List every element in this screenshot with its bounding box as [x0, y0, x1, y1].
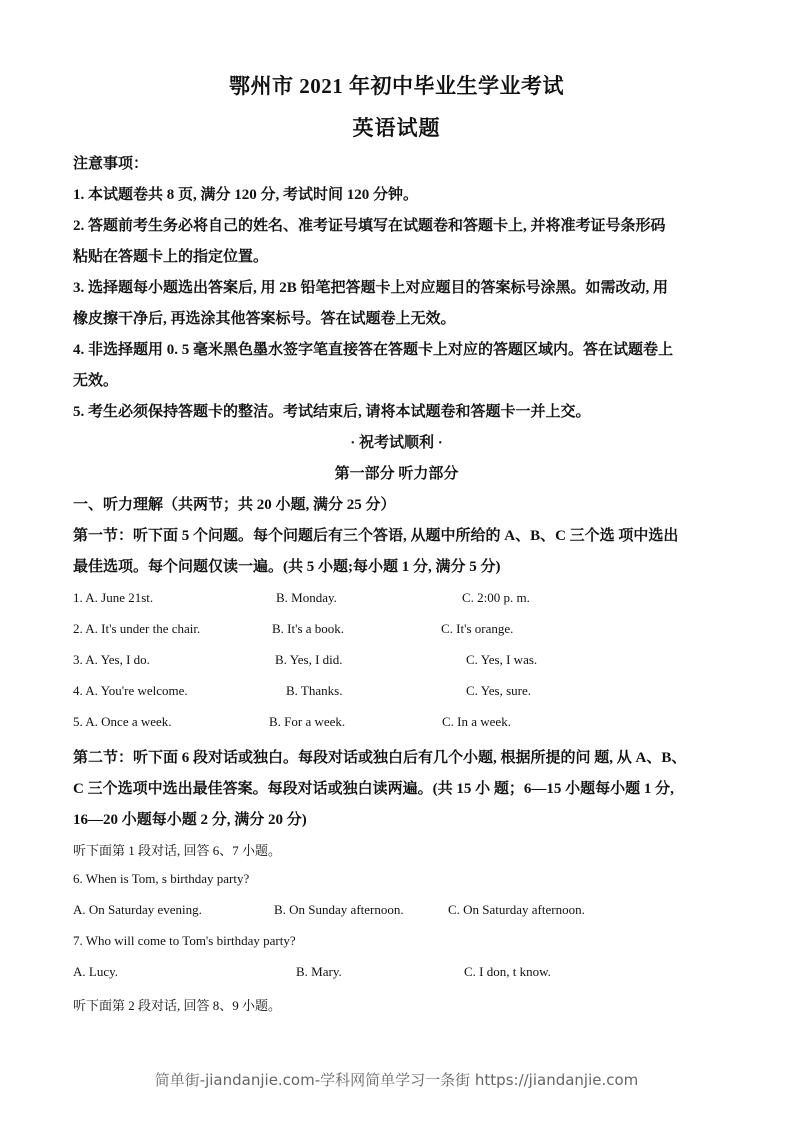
- sub2-instructions-line3: 16—20 小题每小题 2 分, 满分 20 分): [73, 812, 307, 828]
- notice-line-2-cont: 粘贴在答题卡上的指定位置。: [73, 249, 269, 265]
- dialog1-intro: 听下面第 1 段对话, 回答 6、7 小题。: [73, 843, 282, 858]
- q2-option-a: 2. A. It's under the chair.: [73, 621, 201, 636]
- exam-subtitle: 英语试题: [352, 116, 441, 140]
- q7-option-c: C. I don, t know.: [464, 964, 551, 979]
- q7-option-a: A. Lucy.: [73, 964, 119, 979]
- q3-option-b: B. Yes, I did.: [275, 652, 343, 667]
- notice-line-3: 3. 选择题每小题选出答案后, 用 2B 铅笔把答题卡上对应题目的答案标号涂黑。如需改动, 用: [73, 280, 669, 296]
- notice-line-1: 1. 本试题卷共 8 页, 满分 120 分, 考试时间 120 分钟。: [73, 187, 419, 203]
- q7-option-b: B. Mary.: [296, 964, 342, 979]
- q1-option-a: 1. A. June 21st.: [73, 590, 154, 605]
- q6-option-a: A. On Saturday evening.: [73, 902, 202, 917]
- good-luck-wish: · 祝考试顺利 ·: [350, 435, 443, 451]
- q2-option-b: B. It's a book.: [272, 621, 345, 636]
- q6-option-b: B. On Sunday afternoon.: [274, 902, 404, 917]
- dialog2-intro: 听下面第 2 段对话, 回答 8、9 小题。: [73, 998, 282, 1013]
- q6-option-c: C. On Saturday afternoon.: [448, 902, 585, 917]
- q6-question: 6. When is Tom, s birthday party?: [73, 871, 250, 886]
- notice-heading: 注意事项：: [73, 156, 149, 172]
- q3-option-a: 3. A. Yes, I do.: [73, 652, 150, 667]
- q3-option-c: C. Yes, I was.: [466, 652, 538, 667]
- q4-option-b: B. Thanks.: [286, 683, 343, 698]
- q4-option-a: 4. A. You're welcome.: [73, 683, 188, 698]
- q1-option-b: B. Monday.: [276, 590, 337, 605]
- notice-line-4: 4. 非选择题用 0. 5 毫米黑色墨水签字笔直接答在答题卡上对应的答题区域内。答在试题卷上: [73, 342, 674, 358]
- notice-line-3-cont: 橡皮擦干净后, 再选涂其他答案标号。答在试题卷上无效。: [73, 311, 456, 327]
- q5-option-b: B. For a week.: [269, 714, 346, 729]
- listening-section-heading: 一、听力理解（共两节；共 20 小题, 满分 25 分）: [73, 497, 396, 513]
- notice-line-4-cont: 无效。: [73, 373, 119, 389]
- notice-line-2: 2. 答题前考生务必将自己的姓名、准考证号填写在试题卷和答题卡上, 并将准考证号条形码: [73, 218, 666, 234]
- exam-title: 鄂州市 2021 年初中毕业生学业考试: [229, 74, 564, 98]
- q7-question: 7. Who will come to Tom's birthday party?: [73, 933, 296, 948]
- q5-option-c: C. In a week.: [442, 714, 511, 729]
- part1-title: 第一部分 听力部分: [334, 466, 459, 482]
- q1-option-c: C. 2:00 p. m.: [462, 590, 530, 605]
- sub1-instructions-line1: 第一节：听下面 5 个问题。每个问题后有三个答语, 从题中所给的 A、B、C 三个选 项中选出: [73, 528, 679, 544]
- sub1-instructions-line2: 最佳选项。每个问题仅读一遍。(共 5 小题;每小题 1 分, 满分 5 分): [73, 559, 501, 575]
- q4-option-c: C. Yes, sure.: [466, 683, 532, 698]
- footer-watermark: 简单街-jiandanjie.com-学科网简单学习一条街 https://jiandanjie.com: [154, 1071, 639, 1089]
- notice-line-5: 5. 考生必须保持答题卡的整洁。考试结束后, 请将本试题卷和答题卡一并上交。: [73, 404, 591, 420]
- q2-option-c: C. It's orange.: [441, 621, 514, 636]
- sub2-instructions-line1: 第二节：听下面 6 段对话或独白。每段对话或独白后有几个小题, 根据所提的问 题, 从 A、B、: [73, 750, 687, 766]
- sub2-instructions-line2: C 三个选项中选出最佳答案。每段对话或独白读两遍。(共 15 小 题；6—15 小题每小题 1 分,: [73, 781, 674, 797]
- q5-option-a: 5. A. Once a week.: [73, 714, 172, 729]
